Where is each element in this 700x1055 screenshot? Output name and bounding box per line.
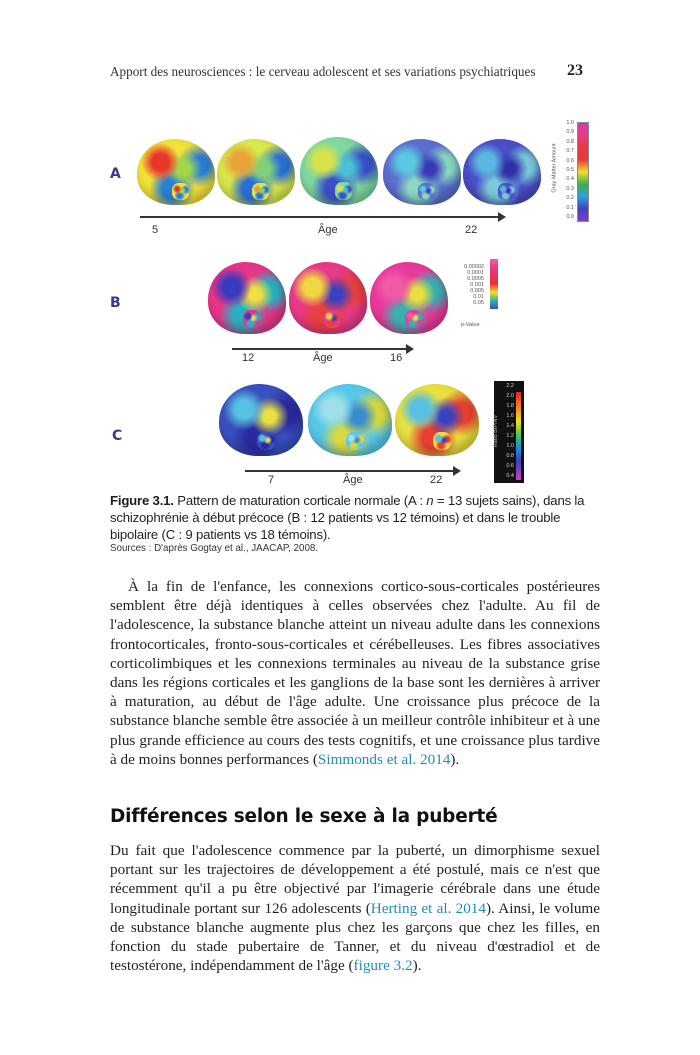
colorbar-b <box>490 259 498 309</box>
age-start-a: 5 <box>152 224 159 236</box>
colorbar-tick: 0.0001 <box>467 270 484 276</box>
caption-text-2: = 13 sujets sains), dans la schizophrénie à début précoce (B : 12 patients vs 12 témoins) et dans le trouble bipolaire (C : 9 patients vs 18 témoins). <box>110 493 585 542</box>
colorbar-tick: 1.0 <box>566 120 574 126</box>
colorbar-ticks-c <box>502 383 514 479</box>
colorbar-tick: 0.05 <box>473 300 484 306</box>
brain-a-4 <box>383 139 461 205</box>
brain-b-2 <box>289 262 367 334</box>
brain-b-1 <box>208 262 286 334</box>
age-title-c: Âge <box>343 474 363 486</box>
brain-c-1 <box>219 384 303 456</box>
colorbar-title-c: Ratio BIP/NV <box>493 414 500 448</box>
ref-figure-3-2[interactable]: figure 3.2 <box>353 957 413 975</box>
running-head: Apport des neurosciences : le cerveau adolescent et ses variations psychiatriques <box>110 64 536 79</box>
caption-n: n <box>426 493 434 508</box>
colorbar-ticks-b <box>456 264 484 306</box>
age-start-c: 7 <box>268 474 275 486</box>
paragraph-2-text-2: ). Ainsi, le volume de substance blanche augmente plus chez les garçons que chez les filles, en fonction du stade pubertaire de Tanner, et du niveau d'œstradiol et de testostérone, indépendamment de l'âge ( <box>110 899 600 975</box>
figure-caption <box>110 492 600 543</box>
colorbar-ticks-a <box>558 120 574 220</box>
figure-source: Sources : D'après Gogtay et al., JAACAP, 2008. <box>110 543 319 554</box>
age-end-a: 22 <box>465 224 478 236</box>
colorbar-tick: 0.3 <box>566 185 574 192</box>
figure-label: Figure 3.1. <box>110 493 174 508</box>
colorbar-tick: 1.2 <box>506 433 514 439</box>
colorbar-tick: 0.01 <box>473 294 484 300</box>
caption-text-1: Pattern de maturation corticale normale (A : <box>173 493 427 508</box>
paragraph-2 <box>110 841 600 975</box>
colorbar-tick: 0.0005 <box>467 276 484 282</box>
panel-label-a: A <box>110 166 121 182</box>
colorbar-title-a: Gray Matter Amount <box>551 143 558 193</box>
paragraph-1 <box>110 577 600 769</box>
colorbar-c <box>516 392 521 480</box>
paragraph-1-end: ). <box>450 750 460 768</box>
colorbar-tick: 0.9 <box>566 129 574 136</box>
colorbar-tick: 0.1 <box>566 204 574 211</box>
page-number: 23 <box>567 62 583 79</box>
age-start-b: 12 <box>242 352 255 364</box>
paragraph-1-text: À la fin de l'enfance, les connexions cortico-sous-corticales postérieures semblent être déjà identiques à celles observées chez l'adulte. Au fil de l'adolescence, la substance blanche atteint un niveau adulte dans les connexions frontocorticales, fronto-sous-corticales et cérébelleuses. Les fibres associatives corticolimbiques et les connexions terminales au niveau de la substance grise dans les régions corticales et les ganglions de la base sont les dernières à arriver à maturation, au début de l'âge adulte. Une croissance plus précoce de la substance blanche semble être associée à un meilleur contrôle inhibiteur et à une plus grande efficience au cours des tests cognitifs, et une croissance plus tardive à de moins bonnes performances ( <box>110 578 600 768</box>
colorbar-tick: 1.4 <box>506 423 514 429</box>
brain-c-3 <box>395 384 479 456</box>
brain-b-3 <box>370 262 448 334</box>
colorbar-tick: 0.00002 <box>464 264 484 270</box>
colorbar-tick: 1.0 <box>506 443 514 449</box>
brain-a-3 <box>300 137 378 205</box>
colorbar-tick: 0.5 <box>566 166 574 173</box>
paragraph-2-text-3: ). <box>412 957 422 975</box>
age-arrow-c <box>245 470 455 472</box>
paragraph-2-text-1: Du fait que l'adolescence commence par la puberté, un dimorphisme sexuel portant sur les trajectoires de développement a été postulé, mais ce n'est que récemment qu'il a pu être objectivé par l'imagerie cérébrale dans une étude longitudinale portant sur 126 adolescents ( <box>110 842 600 917</box>
colorbar-tick: 0.8 <box>506 453 514 459</box>
colorbar-tick: 1.6 <box>506 413 514 419</box>
age-end-b: 16 <box>390 352 403 364</box>
colorbar-tick: 0.4 <box>566 176 574 183</box>
panel-label-c: C <box>112 428 123 444</box>
colorbar-tick: 0.005 <box>470 288 484 294</box>
colorbar-tick: 0.2 <box>566 195 574 202</box>
ref-simmonds-2014[interactable]: Simmonds et al. 2014 <box>317 750 451 768</box>
brain-a-1 <box>137 139 215 205</box>
colorbar-title-b: p-Value <box>461 322 480 328</box>
colorbar-tick: 0.0 <box>566 213 574 220</box>
age-end-c: 22 <box>430 474 443 486</box>
age-title-b: Âge <box>313 352 333 364</box>
age-arrow-a <box>140 216 500 218</box>
panel-label-b: B <box>110 295 121 311</box>
brain-a-5 <box>463 139 541 205</box>
colorbar-tick: 2.0 <box>506 393 514 399</box>
brain-a-2 <box>217 139 295 205</box>
colorbar-tick: 2.2 <box>506 383 514 389</box>
colorbar-tick: 1.8 <box>506 403 514 409</box>
colorbar-tick: 0.8 <box>566 138 574 145</box>
age-arrow-b <box>232 348 408 350</box>
age-title-a: Âge <box>318 224 338 236</box>
ref-herting-2014[interactable]: Herting et al. 2014 <box>370 899 486 917</box>
brain-c-2 <box>308 384 392 456</box>
colorbar-tick: 0.4 <box>506 473 514 479</box>
colorbar-tick: 0.6 <box>566 157 574 164</box>
colorbar-tick: 0.7 <box>566 148 574 155</box>
section-heading: Différences selon le sexe à la puberté <box>110 806 498 827</box>
colorbar-tick: 0.001 <box>470 282 484 288</box>
colorbar-tick: 0.6 <box>506 463 514 469</box>
colorbar-a <box>577 122 589 222</box>
